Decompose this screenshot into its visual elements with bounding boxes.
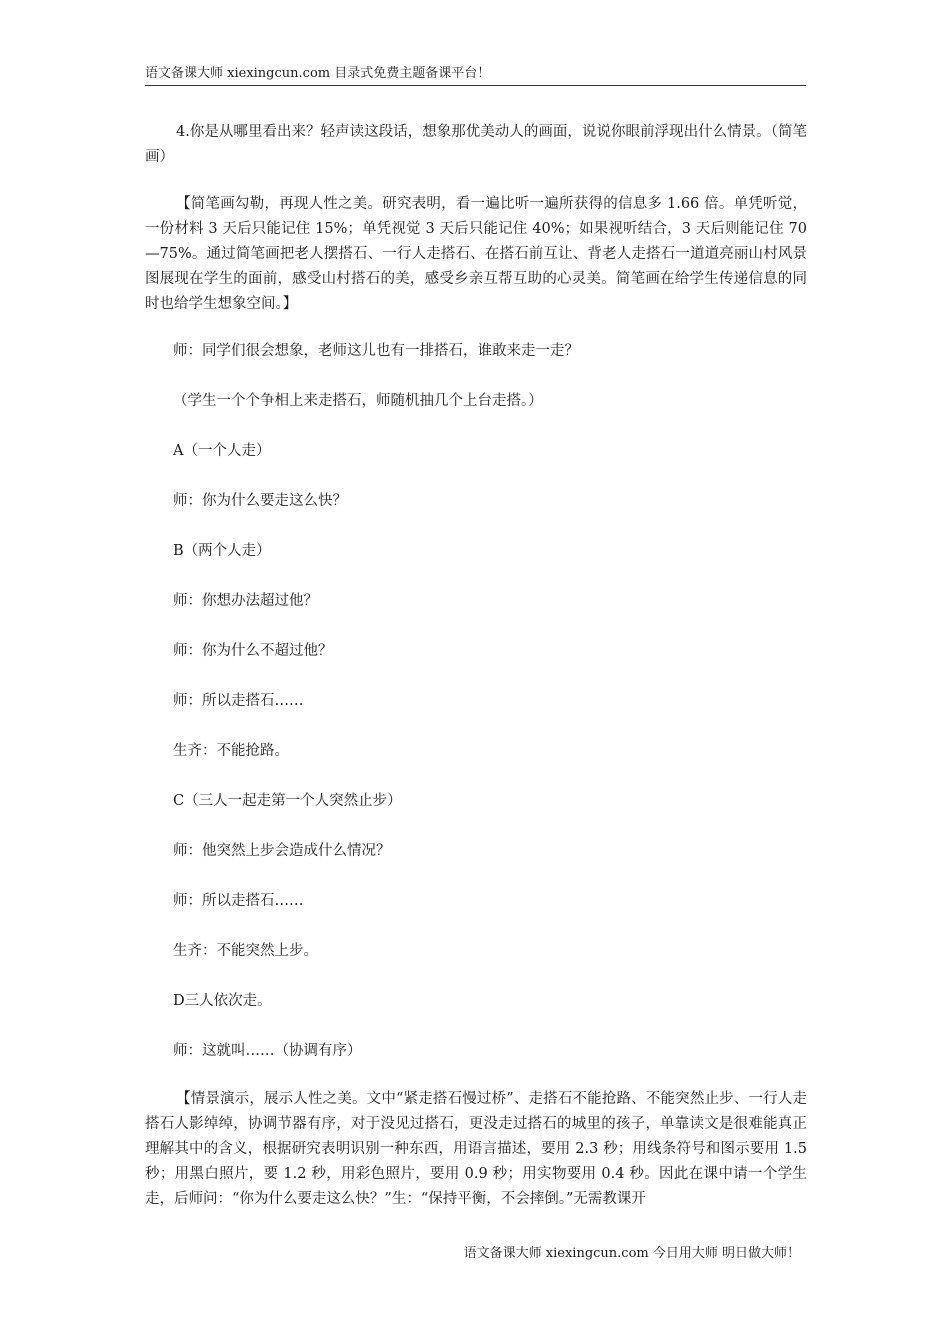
dialogue-line: 师：他突然上步会造成什么情况？: [173, 843, 391, 859]
page-header: 语文备课大师 xiexingcun.com 目录式免费主题备课平台！: [145, 63, 806, 86]
dialogue-line: D三人依次走。: [173, 993, 272, 1009]
dialogue-line: （学生一个个争相上来走搭石，师随机抽几个上台走搭。）: [173, 393, 543, 409]
dialogue-line: 师：你为什么要走这么快？: [173, 493, 347, 509]
dialogue-line: C（三人一起走第一个人突然止步）: [173, 793, 402, 809]
page-footer: 语文备课大师 xiexingcun.com 今日用大师 明日做大师！: [463, 1246, 800, 1261]
dialogue-line: 生齐：不能突然上步。: [173, 943, 318, 959]
dialogue-line: 师：所以走搭石……: [173, 693, 304, 709]
dialogue-line: 生齐：不能抢路。: [173, 743, 289, 759]
dialogue-line: 师：这就叫……（协调有序）: [173, 1043, 362, 1059]
dialogue-line: B（两个人走）: [173, 543, 271, 559]
dialogue-line: A（一个人走）: [173, 443, 271, 459]
question-paragraph: 4.你是从哪里看出来？轻声读这段话，想象那优美动人的画面，说说你眼前浮现出什么情景。（简笔画）: [145, 124, 807, 165]
commentary-paragraph-sketch: 【简笔画勾勒，再现人性之美。研究表明，看一遍比听一遍所获得的信息多 1.66 倍。单凭听觉，一份材料 3 天后只能记住 15%；单凭视觉 3 天后只能记住 40%；如果视听结合，3 天后则能记住 70—75%。通过简笔画把老人摆搭石、一行人走搭石、在搭石前互让、背老人走搭石一道道亮丽山村风景图展现在学生的面前，感受山村搭石的美，感受乡亲互帮互助的心灵美。简笔画在给学生传递信息的同时也给学生想象空间。】: [145, 196, 807, 312]
dialogue-line: 师：同学们很会想象，老师这儿也有一排搭石，谁敢来走一走？: [173, 343, 579, 359]
dialogue-line: 师：所以走搭石……: [173, 893, 304, 909]
document-body: [145, 120, 807, 1212]
dialogue-line: 师：你想办法超过他？: [173, 593, 318, 609]
dialogue-line: 师：你为什么不超过他？: [173, 643, 333, 659]
commentary-paragraph-scene: 【情景演示，展示人性之美。文中“紧走搭石慢过桥”、走搭石不能抢路、不能突然止步、一行人走搭石人影绰绰，协调节器有序，对于没见过搭石，更没走过搭石的城里的孩子，单靠读文是很难能真正理解其中的含义，根据研究表明识别一种东西，用语言描述，要用 2.3 秒；用线条符号和图示要用 1.5 秒；用黑白照片，要 1.2 秒，用彩色照片，要用 0.9 秒；用实物要用 0.4 秒。因此在课中请一个学生走，后师问：“你为什么要走这么快？”生：“保持平衡，不会摔倒。”无需教课开: [145, 1091, 807, 1207]
